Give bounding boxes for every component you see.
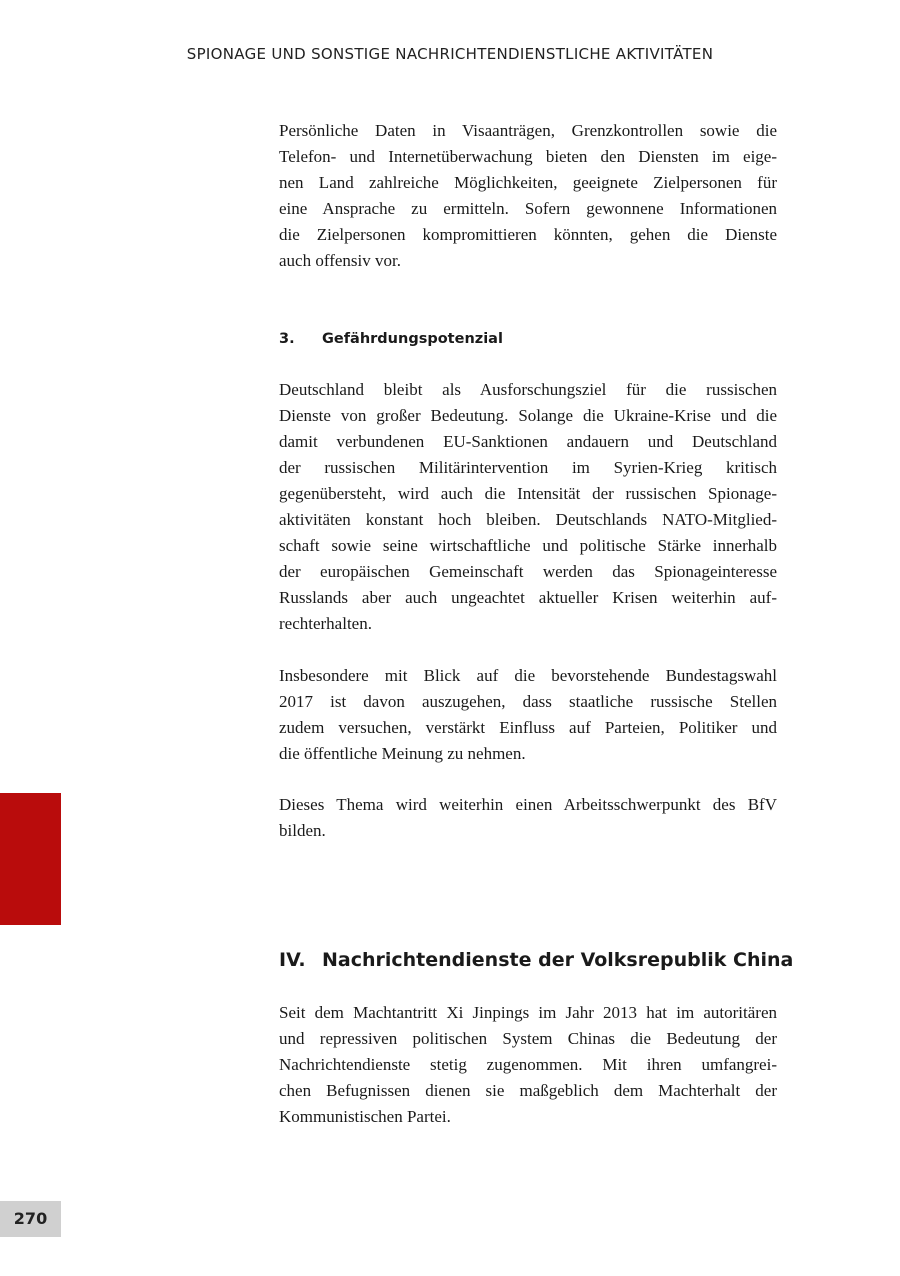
text-line: Dienste von großer Bedeutung. Solange die Ukraine-Krise und die [279, 406, 777, 425]
text-column [279, 118, 794, 1130]
paragraph-4 [279, 792, 777, 844]
paragraph-1 [279, 118, 777, 274]
text-line: Nachrichtendienste stetig zugenommen. Mit ihren umfangrei- [279, 1055, 777, 1074]
text-line: gegenübersteht, wird auch die Intensität der russischen Spionage- [279, 484, 777, 503]
text-line: der europäischen Gemeinschaft werden das Spionageinteresse [279, 562, 777, 581]
chapter-marker-bar [0, 793, 61, 925]
text-line: rechterhalten. [279, 614, 372, 633]
text-line: Dieses Thema wird weiterhin einen Arbeitsschwerpunkt des BfV [279, 795, 777, 814]
text-line: zudem versuchen, verstärkt Einfluss auf Parteien, Politiker und [279, 718, 777, 737]
text-line: und repressiven politischen System Chinas die Bedeutung der [279, 1029, 777, 1048]
text-line: auch offensiv vor. [279, 251, 401, 270]
text-line: die Zielpersonen kompromittieren könnten, gehen die Dienste [279, 225, 777, 244]
text-line: Russlands aber auch ungeachtet aktueller Krisen weiterhin auf- [279, 588, 777, 607]
text-line: chen Befugnissen dienen sie maßgeblich dem Machterhalt der [279, 1081, 777, 1100]
text-line: die öffentliche Meinung zu nehmen. [279, 744, 526, 763]
text-line: Seit dem Machtantritt Xi Jinpings im Jahr 2013 hat im autoritären [279, 1003, 777, 1022]
running-header: SPIONAGE UND SONSTIGE NACHRICHTENDIENSTLICHE AKTIVITÄTEN [186, 45, 714, 63]
text-line: schaft sowie seine wirtschaftliche und politische Stärke innerhalb [279, 536, 777, 555]
paragraph-3 [279, 663, 777, 767]
section-heading [279, 329, 777, 349]
text-line: 2017 ist davon auszugehen, dass staatliche russische Stellen [279, 692, 777, 711]
text-line: Kommunistischen Partei. [279, 1107, 451, 1126]
text-line: Persönliche Daten in Visaanträgen, Grenzkontrollen sowie die [279, 121, 777, 140]
text-line: aktivitäten konstant hoch bleiben. Deutschlands NATO-Mitglied- [279, 510, 777, 529]
text-line: damit verbundenen EU-Sanktionen andauern und Deutschland [279, 432, 777, 451]
chapter-title: Nachrichtendienste der Volksrepublik China [322, 949, 794, 971]
text-line: nen Land zahlreiche Möglichkeiten, geeignete Zielpersonen für [279, 173, 777, 192]
text-line: der russischen Militärintervention im Syrien-Krieg kritisch [279, 458, 777, 477]
text-line: Deutschland bleibt als Ausforschungsziel für die russischen [279, 380, 777, 399]
text-line: bilden. [279, 821, 326, 840]
paragraph-2 [279, 377, 777, 637]
text-line: Insbesondere mit Blick auf die bevorstehende Bundestagswahl [279, 666, 777, 685]
chapter-number: IV. [279, 949, 306, 971]
chapter-heading [279, 947, 794, 973]
page-number: 270 [0, 1201, 61, 1237]
section-title: Gefährdungspotenzial [322, 331, 503, 347]
text-line: Telefon- und Internetüberwachung bieten den Diensten im eige- [279, 147, 777, 166]
paragraph-5 [279, 1000, 777, 1130]
section-number: 3. [279, 331, 295, 347]
text-line: eine Ansprache zu ermitteln. Sofern gewonnene Informationen [279, 199, 777, 218]
